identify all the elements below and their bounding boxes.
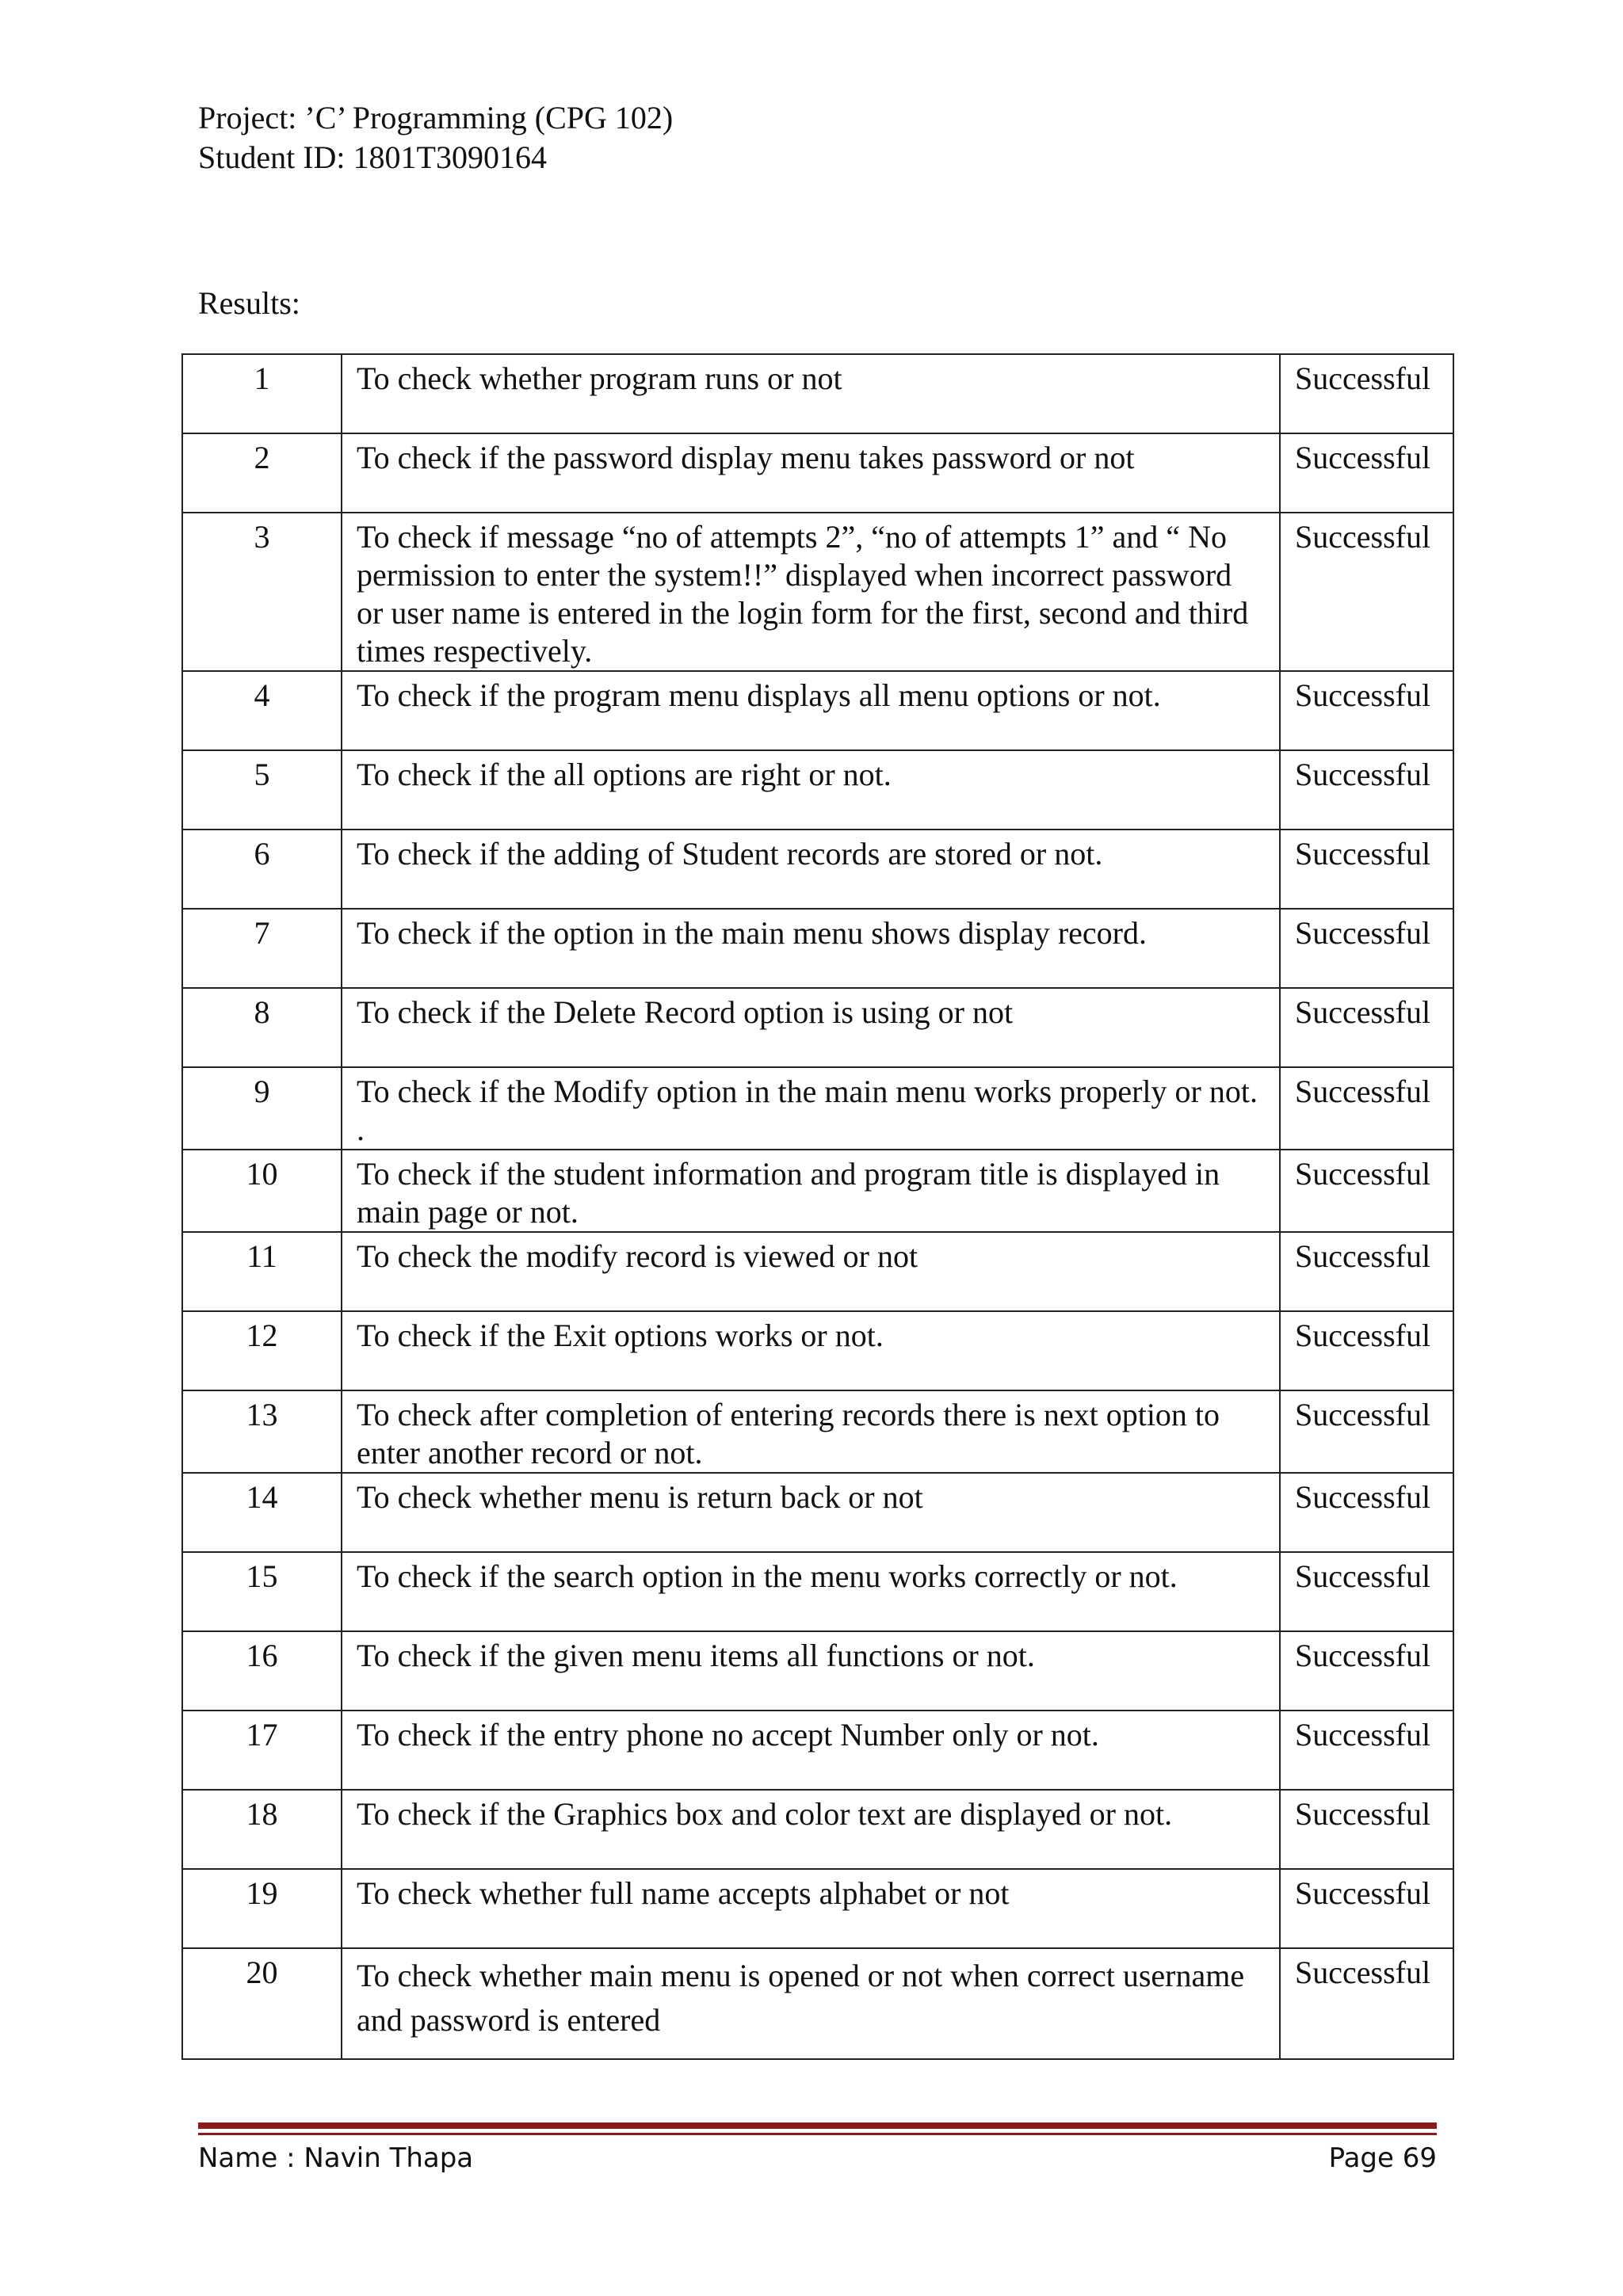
test-number: 18 [182, 1790, 342, 1869]
test-result: Successful [1280, 1232, 1453, 1311]
test-description: To check if the Graphics box and color text are displayed or not. [342, 1790, 1280, 1869]
table-row [182, 830, 1453, 909]
test-result: Successful [1280, 1150, 1453, 1232]
test-result: Successful [1280, 1552, 1453, 1631]
results-heading: Results: [198, 285, 300, 321]
test-description: To check if the password display menu takes password or not [342, 433, 1280, 513]
test-description: To check if the adding of Student records are stored or not. [342, 830, 1280, 909]
test-result: Successful [1280, 1390, 1453, 1473]
test-description: To check after completion of entering records there is next option to enter another record or not. [342, 1390, 1280, 1473]
table-row [182, 1711, 1453, 1790]
test-result: Successful [1280, 988, 1453, 1067]
test-description: To check whether main menu is opened or not when correct username and password is entered [342, 1948, 1280, 2059]
test-result: Successful [1280, 750, 1453, 830]
test-number: 8 [182, 988, 342, 1067]
test-number: 9 [182, 1067, 342, 1150]
test-description: To check if message “no of attempts 2”, “no of attempts 1” and “ No permission to enter the system!!” displayed when incorrect password or user name is entered in the login form for the first, second and third times respectively. [342, 513, 1280, 671]
test-number: 15 [182, 1552, 342, 1631]
table-row [182, 1311, 1453, 1390]
table-row [182, 433, 1453, 513]
test-number: 14 [182, 1473, 342, 1552]
test-number: 7 [182, 909, 342, 988]
test-number: 4 [182, 671, 342, 750]
test-description: To check if the given menu items all functions or not. [342, 1631, 1280, 1711]
test-description: To check the modify record is viewed or not [342, 1232, 1280, 1311]
test-result: Successful [1280, 513, 1453, 671]
test-number: 20 [182, 1948, 342, 2059]
test-number: 12 [182, 1311, 342, 1390]
test-result: Successful [1280, 1473, 1453, 1552]
test-number: 11 [182, 1232, 342, 1311]
footer-rule-thin [198, 2133, 1437, 2135]
test-description: To check if the program menu displays all menu options or not. [342, 671, 1280, 750]
test-result: Successful [1280, 671, 1453, 750]
project-title: Project: ’C’ Programming (CPG 102) [198, 100, 674, 135]
table-row [182, 1067, 1453, 1150]
test-number: 3 [182, 513, 342, 671]
test-description: To check if the student information and program title is displayed in main page or not. [342, 1150, 1280, 1232]
table-row [182, 1390, 1453, 1473]
table-row [182, 750, 1453, 830]
document-header [198, 98, 673, 177]
table-row [182, 988, 1453, 1067]
table-row [182, 1150, 1453, 1232]
test-number: 5 [182, 750, 342, 830]
table-row [182, 1948, 1453, 2059]
test-description: To check if the Delete Record option is using or not [342, 988, 1280, 1067]
test-result: Successful [1280, 1948, 1453, 2059]
table-row [182, 1232, 1453, 1311]
test-result: Successful [1280, 1711, 1453, 1790]
footer-rule [198, 2122, 1437, 2129]
test-result: Successful [1280, 1869, 1453, 1948]
test-result: Successful [1280, 830, 1453, 909]
test-result: Successful [1280, 354, 1453, 433]
test-description: To check if the search option in the menu works correctly or not. [342, 1552, 1280, 1631]
footer-name: Name : Navin Thapa [198, 2142, 474, 2174]
test-number: 19 [182, 1869, 342, 1948]
results-table [181, 353, 1454, 2060]
test-description: To check if the all options are right or not. [342, 750, 1280, 830]
test-result: Successful [1280, 1067, 1453, 1150]
test-description: To check if the entry phone no accept Number only or not. [342, 1711, 1280, 1790]
test-number: 13 [182, 1390, 342, 1473]
table-row [182, 1631, 1453, 1711]
test-number: 17 [182, 1711, 342, 1790]
student-id: Student ID: 1801T3090164 [198, 139, 547, 175]
test-result: Successful [1280, 1311, 1453, 1390]
table-row [182, 1552, 1453, 1631]
test-description: To check if the Modify option in the main menu works properly or not. . [342, 1067, 1280, 1150]
test-description: To check whether program runs or not [342, 354, 1280, 433]
test-result: Successful [1280, 1631, 1453, 1711]
test-description: To check whether menu is return back or not [342, 1473, 1280, 1552]
table-row [182, 354, 1453, 433]
test-number: 10 [182, 1150, 342, 1232]
test-result: Successful [1280, 1790, 1453, 1869]
test-description: To check if the Exit options works or not. [342, 1311, 1280, 1390]
test-number: 16 [182, 1631, 342, 1711]
test-result: Successful [1280, 433, 1453, 513]
test-description: To check whether full name accepts alphabet or not [342, 1869, 1280, 1948]
table-row [182, 671, 1453, 750]
table-row [182, 1790, 1453, 1869]
page-number: Page 69 [1328, 2142, 1437, 2174]
test-description: To check if the option in the main menu shows display record. [342, 909, 1280, 988]
test-number: 6 [182, 830, 342, 909]
table-row [182, 909, 1453, 988]
table-row [182, 1869, 1453, 1948]
table-row [182, 1473, 1453, 1552]
test-result: Successful [1280, 909, 1453, 988]
test-number: 1 [182, 354, 342, 433]
test-number: 2 [182, 433, 342, 513]
table-row [182, 513, 1453, 671]
